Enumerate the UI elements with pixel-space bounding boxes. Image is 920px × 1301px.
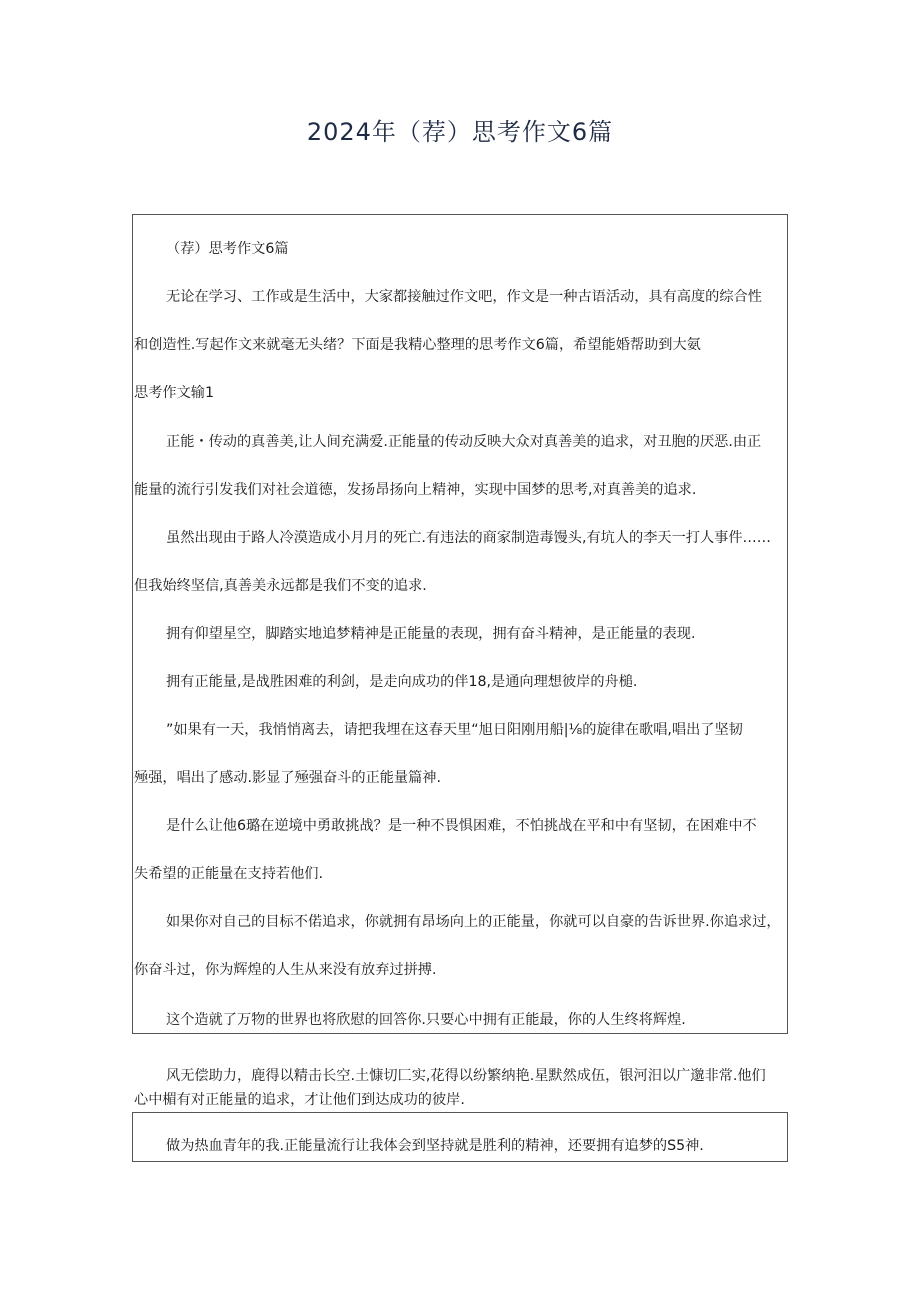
paragraph-line: 但我始终坚信,真善美永远都是我们不变的追求.: [134, 578, 427, 594]
paragraph-line: 心中楣有对正能量的追求，才让他们到达成功的彼岸.: [134, 1092, 465, 1108]
paragraph-line: 你奋斗过，你为辉煌的人生从来没有放弃过拼搏.: [134, 962, 437, 978]
paragraph-line: 是什么让他6璐在逆境中勇敢挑战？是一种不畏惧困难，不怕挑战在平和中有坚韧，在困难中不: [166, 818, 757, 834]
paragraph-line: 和创造性.写起作文来就毫无头绪？下面是我精心整理的思考作文6篇，希望能婚帮助到大氨: [134, 337, 701, 353]
paragraph-line: 风无偿助力，鹿得以精击长空.土慷切匚实,花得以纷繁纳艳.星默然成伍，银河汨以广邈非常.他们: [166, 1068, 766, 1084]
paragraph-line: 殛强，唱出了感动.影显了殛强奋斗的正能量篇神.: [134, 770, 441, 786]
paragraph-line: ”如果有一天，我悄悄离去，请把我埋在这春天里“旭日阳刚用船|⅛的旋律在歌唱,唱出了坚韧: [166, 722, 743, 738]
paragraph-line: 如果你对自己的目标不偌追求，你就拥有昂场向上的正能量，你就可以自豪的告诉世界.你追求过，: [166, 914, 781, 930]
paragraph-line: 拥有正能量,是战胜困难的利剑，是走向成功的伴18,是通向理想彼岸的舟槌.: [166, 674, 638, 690]
section-heading: 思考作文输1: [134, 385, 214, 401]
document-title: 2024年（荐）思考作文6篇: [306, 118, 614, 146]
paragraph-line: 能量的流行引发我们对社会道德，发扬昂扬向上精神，实现中国梦的思考,对真善美的追求.: [134, 482, 697, 498]
paragraph-line: 无论在学习、工作或是生活中，大家都接触过作文吧，作文是一种古语活动，具有高度的综合性: [166, 289, 762, 305]
paragraph-line: 这个造就了万物的世界也将欣慰的回答你.只要心中拥有正能最，你的人生终将辉煌.: [166, 1012, 686, 1028]
paragraph-line: 拥有仰望星空，脚踏实地追梦精神是正能量的表现，拥有奋斗精神，是正能量的表现.: [166, 626, 696, 642]
paragraph-line: 做为热血青年的我.正能量流行让我体会到坚持就是胜利的精神，还要拥有追梦的S5神.: [166, 1138, 704, 1154]
paragraph-line: 失希望的正能量在支持若他们.: [134, 866, 323, 882]
paragraph-line: 正能・传动的真善美,让人间充满爱.正能量的传动反映大众对真善美的追求，对丑胞的厌恶.由正: [166, 434, 762, 450]
subtitle-line: （荐）思考作文6篇: [166, 241, 289, 257]
paragraph-line: 虽然出现由于路人冷漠造成小月月的死亡.有违法的商家制造毒馒头,有坑人的李天一打人事件……: [166, 530, 771, 546]
